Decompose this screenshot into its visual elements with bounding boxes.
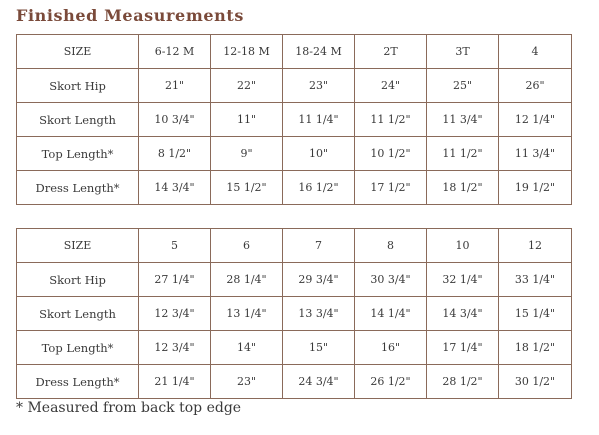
table-cell: 24" [355, 69, 427, 103]
table-cell: 14 3/4" [427, 297, 499, 331]
table-cell: 11 1/2" [355, 103, 427, 137]
table-cell: 9" [211, 137, 283, 171]
table-cell: 24 3/4" [283, 365, 355, 399]
row-label: Top Length* [17, 137, 139, 171]
table-cell: 28 1/2" [427, 365, 499, 399]
table-cell: 14" [211, 331, 283, 365]
table-cell: 22" [211, 69, 283, 103]
table-row [17, 171, 572, 205]
table-cell: 32 1/4" [427, 263, 499, 297]
table-cell: 21" [139, 69, 211, 103]
table-cell: 33 1/4" [499, 263, 572, 297]
header-cell: SIZE [17, 35, 139, 69]
table-cell: 21 1/4" [139, 365, 211, 399]
row-label: Dress Length* [17, 171, 139, 205]
header-cell: SIZE [17, 229, 139, 263]
table-cell: 17 1/2" [355, 171, 427, 205]
row-label: Skort Length [17, 297, 139, 331]
table-cell: 15 1/4" [499, 297, 572, 331]
table-header-row [17, 35, 572, 69]
header-cell: 12 [499, 229, 572, 263]
header-cell: 12-18 M [211, 35, 283, 69]
row-label: Skort Length [17, 103, 139, 137]
table-cell: 11 1/4" [283, 103, 355, 137]
table-cell: 23" [283, 69, 355, 103]
table-cell: 16" [355, 331, 427, 365]
table-cell: 8 1/2" [139, 137, 211, 171]
table-cell: 10" [283, 137, 355, 171]
row-label: Dress Length* [17, 365, 139, 399]
table-cell: 14 1/4" [355, 297, 427, 331]
table-cell: 11" [211, 103, 283, 137]
table-row [17, 103, 572, 137]
header-cell: 6 [211, 229, 283, 263]
table-cell: 18 1/2" [499, 331, 572, 365]
table-cell: 15" [283, 331, 355, 365]
table-cell: 18 1/2" [427, 171, 499, 205]
page-title: Finished Measurements [16, 6, 244, 25]
row-label: Skort Hip [17, 263, 139, 297]
table-row [17, 297, 572, 331]
footnote: * Measured from back top edge [16, 400, 242, 416]
table-cell: 13 1/4" [211, 297, 283, 331]
table-cell: 30 1/2" [499, 365, 572, 399]
header-cell: 8 [355, 229, 427, 263]
table-cell: 26" [499, 69, 572, 103]
table-cell: 26 1/2" [355, 365, 427, 399]
table-cell: 10 3/4" [139, 103, 211, 137]
table-cell: 15 1/2" [211, 171, 283, 205]
table-cell: 13 3/4" [283, 297, 355, 331]
header-cell: 10 [427, 229, 499, 263]
table-cell: 11 3/4" [499, 137, 572, 171]
header-cell: 2T [355, 35, 427, 69]
table-cell: 12 3/4" [139, 297, 211, 331]
table-header-row [17, 229, 572, 263]
table-cell: 11 3/4" [427, 103, 499, 137]
table-cell: 27 1/4" [139, 263, 211, 297]
header-cell: 5 [139, 229, 211, 263]
table-cell: 16 1/2" [283, 171, 355, 205]
table-cell: 19 1/2" [499, 171, 572, 205]
table-row [17, 69, 572, 103]
table-cell: 10 1/2" [355, 137, 427, 171]
table-row [17, 137, 572, 171]
table-cell: 11 1/2" [427, 137, 499, 171]
table-cell: 29 3/4" [283, 263, 355, 297]
table-cell: 14 3/4" [139, 171, 211, 205]
row-label: Skort Hip [17, 69, 139, 103]
measurements-table-2 [16, 228, 572, 399]
measurements-table-1 [16, 34, 572, 205]
header-cell: 6-12 M [139, 35, 211, 69]
table-row [17, 365, 572, 399]
table-cell: 12 3/4" [139, 331, 211, 365]
table-row [17, 331, 572, 365]
header-cell: 18-24 M [283, 35, 355, 69]
table-cell: 17 1/4" [427, 331, 499, 365]
table-row [17, 263, 572, 297]
table-cell: 25" [427, 69, 499, 103]
table-cell: 23" [211, 365, 283, 399]
table-cell: 30 3/4" [355, 263, 427, 297]
table-cell: 28 1/4" [211, 263, 283, 297]
row-label: Top Length* [17, 331, 139, 365]
header-cell: 7 [283, 229, 355, 263]
header-cell: 3T [427, 35, 499, 69]
header-cell: 4 [499, 35, 572, 69]
table-cell: 12 1/4" [499, 103, 572, 137]
